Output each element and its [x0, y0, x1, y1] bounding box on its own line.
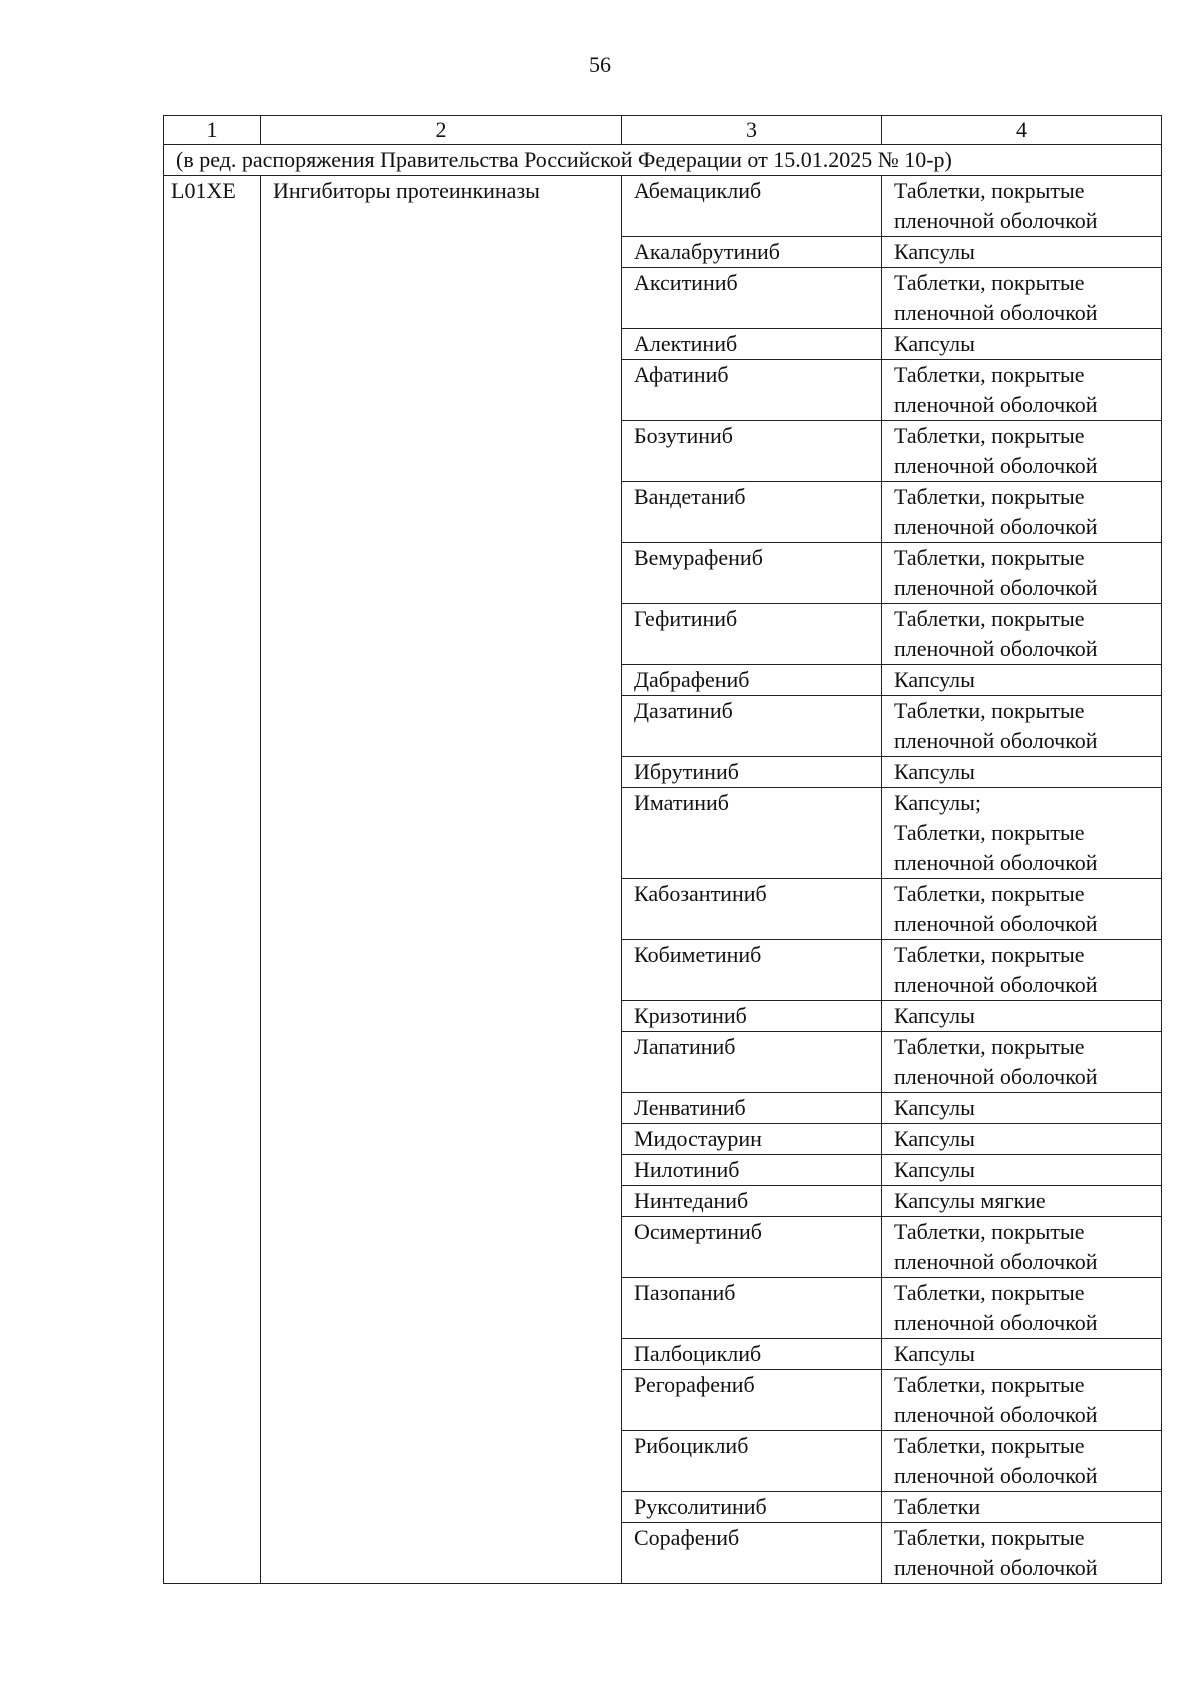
dosage-form-line: Капсулы	[894, 759, 975, 784]
dosage-form	[882, 176, 1162, 237]
edition-note: (в ред. распоряжения Правительства Российской Федерации от 15.01.2025 № 10-р)	[164, 145, 1162, 176]
dosage-form-line: Капсулы	[894, 1126, 975, 1151]
dosage-form	[882, 1093, 1162, 1124]
dosage-form-line: пленочной оболочкой	[894, 636, 1098, 661]
dosage-form-line: пленочной оболочкой	[894, 208, 1098, 233]
dosage-form-line: Капсулы;	[894, 790, 982, 815]
drug-name: Нилотиниб	[622, 1155, 882, 1186]
dosage-form-line: Таблетки, покрытые	[894, 820, 1085, 845]
dosage-form-line: Капсулы	[894, 667, 975, 692]
dosage-form-line: Таблетки, покрытые	[894, 1280, 1085, 1305]
dosage-form-line: пленочной оболочкой	[894, 850, 1098, 875]
dosage-form	[882, 1217, 1162, 1278]
dosage-form-line: пленочной оболочкой	[894, 392, 1098, 417]
dosage-form	[882, 329, 1162, 360]
drug-name: Гефитиниб	[622, 604, 882, 665]
drug-name: Рибоциклиб	[622, 1431, 882, 1492]
header-row	[164, 116, 1162, 145]
drug-name: Ибрутиниб	[622, 757, 882, 788]
dosage-form	[882, 482, 1162, 543]
dosage-form	[882, 1032, 1162, 1093]
dosage-form	[882, 1001, 1162, 1032]
dosage-form-line: Таблетки, покрытые	[894, 1034, 1085, 1059]
drug-name: Кабозантиниб	[622, 879, 882, 940]
dosage-form-line: пленочной оболочкой	[894, 1555, 1098, 1580]
dosage-form-line: пленочной оболочкой	[894, 1402, 1098, 1427]
dosage-form-line: Таблетки, покрытые	[894, 1433, 1085, 1458]
dosage-form-line: Таблетки, покрытые	[894, 1525, 1085, 1550]
dosage-form	[882, 1370, 1162, 1431]
dosage-form-line: пленочной оболочкой	[894, 1310, 1098, 1335]
dosage-form-line: Таблетки, покрытые	[894, 545, 1085, 570]
drug-name: Бозутиниб	[622, 421, 882, 482]
drug-name: Афатиниб	[622, 360, 882, 421]
dosage-form-line: Капсулы	[894, 239, 975, 264]
drug-name: Дазатиниб	[622, 696, 882, 757]
dosage-form-line: пленочной оболочкой	[894, 1249, 1098, 1274]
dosage-form	[882, 1124, 1162, 1155]
drug-name: Руксолитиниб	[622, 1492, 882, 1523]
dosage-form-line: пленочной оболочкой	[894, 575, 1098, 600]
drug-name: Пазопаниб	[622, 1278, 882, 1339]
drug-name: Мидостаурин	[622, 1124, 882, 1155]
dosage-form-line: Таблетки, покрытые	[894, 178, 1085, 203]
dosage-form-line: Таблетки, покрытые	[894, 423, 1085, 448]
dosage-form-line: Капсулы мягкие	[894, 1188, 1046, 1213]
dosage-form	[882, 940, 1162, 1001]
dosage-form-line: Таблетки, покрытые	[894, 606, 1085, 631]
dosage-form-line: Таблетки, покрытые	[894, 270, 1085, 295]
edition-note-row	[164, 145, 1162, 176]
drug-name: Регорафениб	[622, 1370, 882, 1431]
dosage-form	[882, 237, 1162, 268]
drug-name: Осимертиниб	[622, 1217, 882, 1278]
dosage-form-line: пленочной оболочкой	[894, 1463, 1098, 1488]
drug-table	[163, 115, 1162, 1584]
dosage-form	[882, 604, 1162, 665]
dosage-form-line: Таблетки, покрытые	[894, 1372, 1085, 1397]
drug-name: Иматиниб	[622, 788, 882, 879]
drug-name: Алектиниб	[622, 329, 882, 360]
drug-name: Дабрафениб	[622, 665, 882, 696]
dosage-form-line: Капсулы	[894, 331, 975, 356]
dosage-form-line: пленочной оболочкой	[894, 728, 1098, 753]
dosage-form	[882, 268, 1162, 329]
page-number: 56	[589, 52, 611, 77]
dosage-form-line: Таблетки, покрытые	[894, 1219, 1085, 1244]
dosage-form	[882, 543, 1162, 604]
dosage-form-line: пленочной оболочкой	[894, 972, 1098, 997]
dosage-form-line: пленочной оболочкой	[894, 911, 1098, 936]
dosage-form-line: Таблетки, покрытые	[894, 362, 1085, 387]
dosage-form	[882, 421, 1162, 482]
drug-name: Кобиметиниб	[622, 940, 882, 1001]
dosage-form	[882, 757, 1162, 788]
dosage-form-line: Капсулы	[894, 1003, 975, 1028]
dosage-form	[882, 1155, 1162, 1186]
dosage-form-line: Таблетки, покрытые	[894, 698, 1085, 723]
dosage-form-line: Капсулы	[894, 1341, 975, 1366]
column-header-3: 3	[622, 116, 882, 145]
dosage-form	[882, 665, 1162, 696]
dosage-form-line: пленочной оболочкой	[894, 514, 1098, 539]
dosage-form-line: Капсулы	[894, 1157, 975, 1182]
dosage-form-line: Капсулы	[894, 1095, 975, 1120]
dosage-form	[882, 1523, 1162, 1584]
dosage-form	[882, 1339, 1162, 1370]
drug-name: Вандетаниб	[622, 482, 882, 543]
dosage-form-line: Таблетки	[894, 1494, 981, 1519]
dosage-form	[882, 1492, 1162, 1523]
dosage-form-line: пленочной оболочкой	[894, 300, 1098, 325]
dosage-form	[882, 696, 1162, 757]
dosage-form	[882, 360, 1162, 421]
table-row	[164, 176, 1162, 237]
group-name: Ингибиторы протеинкиназы	[261, 176, 622, 1584]
drug-name: Палбоциклиб	[622, 1339, 882, 1370]
drug-name: Лапатиниб	[622, 1032, 882, 1093]
drug-name: Ленватиниб	[622, 1093, 882, 1124]
column-header-1: 1	[164, 116, 261, 145]
dosage-form-line: Таблетки, покрытые	[894, 942, 1085, 967]
dosage-form	[882, 1431, 1162, 1492]
drug-name: Абемациклиб	[622, 176, 882, 237]
dosage-form-line: пленочной оболочкой	[894, 1064, 1098, 1089]
dosage-form	[882, 788, 1162, 879]
drug-name: Сорафениб	[622, 1523, 882, 1584]
drug-name: Акситиниб	[622, 268, 882, 329]
drug-name: Нинтеданиб	[622, 1186, 882, 1217]
dosage-form	[882, 1186, 1162, 1217]
column-header-2: 2	[261, 116, 622, 145]
dosage-form-line: пленочной оболочкой	[894, 453, 1098, 478]
drug-name: Вемурафениб	[622, 543, 882, 604]
drug-name: Акалабрутиниб	[622, 237, 882, 268]
dosage-form-line: Таблетки, покрытые	[894, 881, 1085, 906]
column-header-4: 4	[882, 116, 1162, 145]
drug-name: Кризотиниб	[622, 1001, 882, 1032]
atc-code: L01XE	[164, 176, 261, 1584]
dosage-form	[882, 879, 1162, 940]
dosage-form-line: Таблетки, покрытые	[894, 484, 1085, 509]
dosage-form	[882, 1278, 1162, 1339]
